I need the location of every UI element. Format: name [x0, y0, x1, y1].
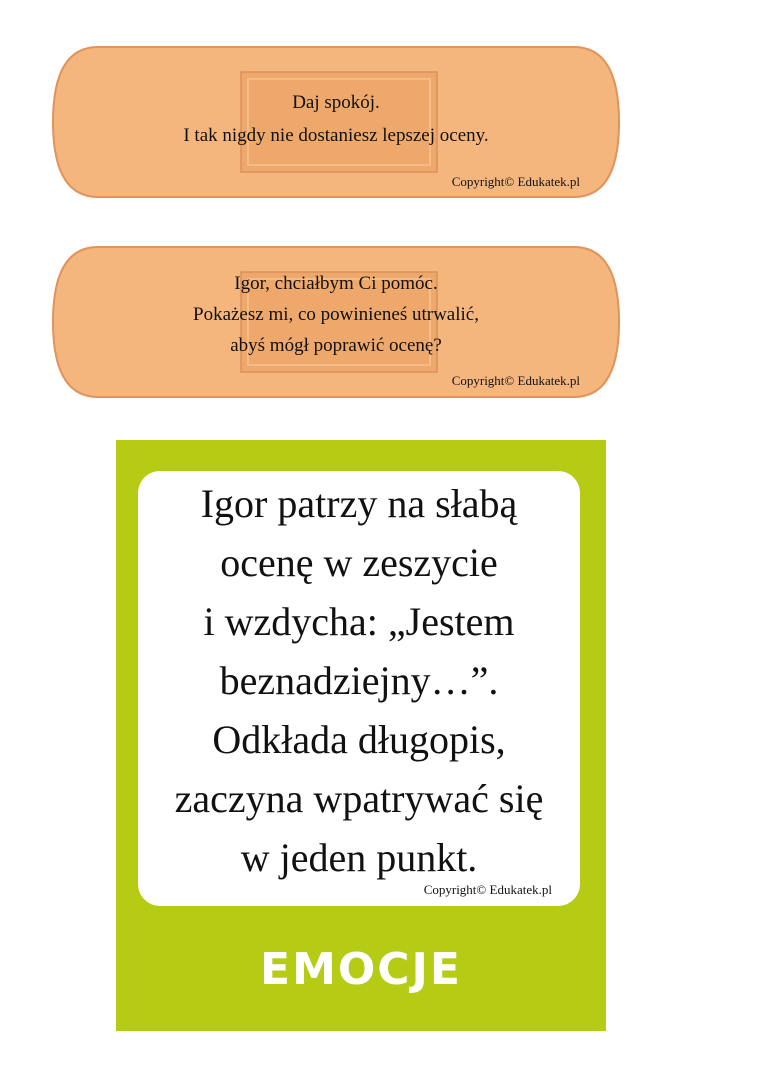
category-label: EMOCJE [260, 944, 462, 995]
message-line: Daj spokój. [292, 92, 380, 113]
scenario-line: ocenę w zeszycie [220, 540, 498, 585]
scenario-line: w jeden punkt. [240, 835, 478, 880]
scenario-card [116, 440, 606, 1031]
message-line: I tak nigdy nie dostaniesz lepszej oceny. [183, 125, 489, 146]
bandage-card-2 [52, 246, 620, 398]
bandage-card-1 [52, 46, 620, 198]
copyright-text: Copyright© Edukatek.pl [451, 373, 580, 388]
message-line: abyś mógł poprawić ocenę? [230, 335, 442, 356]
bandage-message [52, 86, 620, 152]
bandage-message [52, 268, 620, 361]
scenario-text-panel [138, 471, 580, 906]
scenario-line: beznadziejny…”. [219, 658, 499, 703]
copyright-text: Copyright© Edukatek.pl [423, 882, 552, 897]
scenario-text [138, 474, 580, 887]
message-line: Pokażesz mi, co powinieneś utrwalić, [193, 304, 479, 325]
scenario-line: Odkłada długopis, [212, 717, 506, 762]
scenario-line: zaczyna wpatrywać się [174, 776, 544, 821]
scenario-line: i wzdycha: „Jestem [203, 599, 515, 644]
copyright-text: Copyright© Edukatek.pl [451, 174, 580, 189]
message-line: Igor, chciałbym Ci pomóc. [234, 273, 438, 294]
scenario-line: Igor patrzy na słabą [200, 481, 518, 526]
